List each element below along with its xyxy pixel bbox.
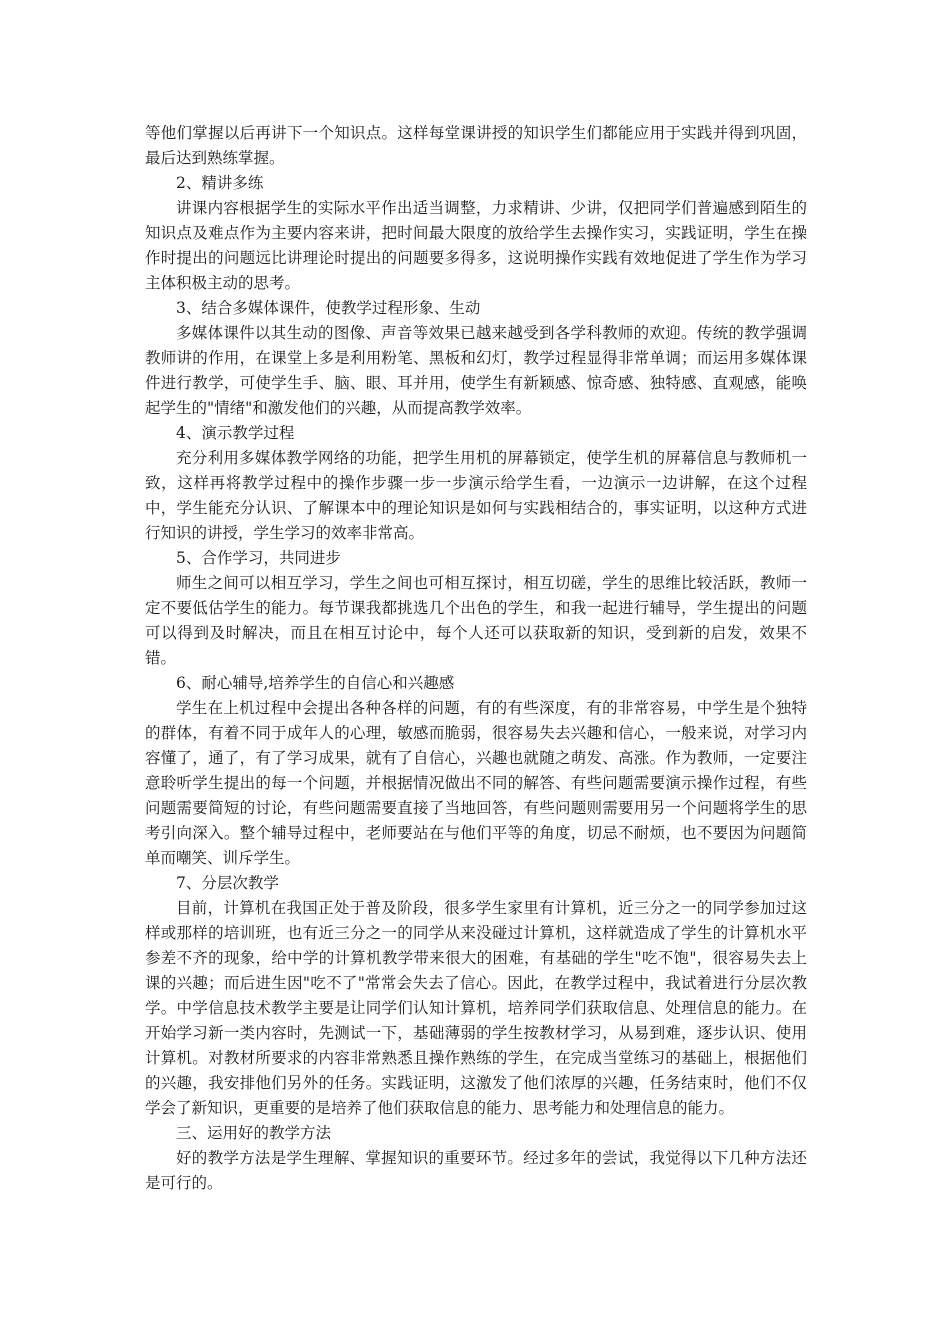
section-heading-2: 2、精讲多练 xyxy=(176,174,264,192)
paragraph-patient-guidance: 学生在上机过程中会提出各种各样的问题，有的有些深度，有的非常容易，中学生是个独特的群体，有着不同于成年人的心理，敏感而脆弱，很容易失去兴趣和信心，一般来说，对学习内容懂了，通了，有了学习成果，就有了自信心，兴趣也就随之萌发、高涨。作为教师，一定要注意聆听学生提出的每一个问题，并根据情况做出不同的解答、有些问题需要演示操作过程，有些问题需要简短的讨论，有些问题需要直接了当地回答，有些问题则需要用另一个问题将学生的思考引向深入。整个辅导过程中，老师要站在与他们平等的角度，切忌不耐烦，也不要因为问题简单而嘲笑、训斥学生。 xyxy=(145,699,807,867)
section-heading-7: 7、分层次教学 xyxy=(176,874,279,892)
paragraph-cooperation: 师生之间可以相互学习，学生之间也可相互探讨，相互切磋，学生的思维比较活跃，教师一定不要低估学生的能力。每节课我都挑选几个出色的学生，和我一起进行辅导，学生提出的问题可以得到及时解决，而且在相互讨论中，每个人还可以获取新的知识，受到新的启发，效果不错。 xyxy=(145,574,807,667)
paragraph-teaching-methods: 好的教学方法是学生理解、掌握知识的重要环节。经过多年的尝试，我觉得以下几种方法还是可行的。 xyxy=(145,1149,807,1192)
section-heading-3: 3、结合多媒体课件，使教学过程形象、生动 xyxy=(176,299,481,317)
paragraph-multimedia: 多媒体课件以其生动的图像、声音等效果已越来越受到各学科教师的欢迎。传统的教学强调教师讲的作用，在课堂上多是利用粉笔、黑板和幻灯，教学过程显得非常单调；而运用多媒体课件进行教学，可使学生手、脑、眼、耳并用，使学生有新颖感、惊奇感、独特感、直观感，能唤起学生的"情绪"和激发他们的兴趣，从而提高教学效率。 xyxy=(145,324,807,417)
section-heading-6: 6、耐心辅导,培养学生的自信心和兴趣感 xyxy=(176,674,455,692)
section-heading-4: 4、演示教学过程 xyxy=(176,424,295,442)
paragraph-intensive-teaching: 讲课内容根据学生的实际水平作出适当调整，力求精讲、少讲，仅把同学们普遍感到陌生的知识点及难点作为主要内容来讲，把时间最大限度的放给学生去操作实习，实践证明，学生在操作时提出的问题远比讲理论时提出的问题要多得多，这说明操作实践有效地促进了学生作为学习主体积极主动的思考。 xyxy=(145,199,807,292)
paragraph-tiered-teaching: 目前，计算机在我国正处于普及阶段，很多学生家里有计算机，近三分之一的同学参加过这样或那样的培训班，也有近三分之一的同学从来没碰过计算机，这样就造成了学生的计算机水平参差不齐的现象，给中学的计算机教学带来很大的困难，有基础的学生"吃不饱"，很容易失去上课的兴趣；而后进生因"吃不了"常常会失去了信心。因此，在教学过程中，我试着进行分层次教学。中学信息技术教学主要是让同学们认知计算机，培养同学们获取信息、处理信息的能力。在开始学习新一类内容时，先测试一下，基础薄弱的学生按教材学习，从易到难，逐步认识、使用计算机。对教材所要求的内容非常熟悉且操作熟练的学生，在完成当堂练习的基础上，根据他们的兴趣，我安排他们另外的任务。实践证明，这激发了他们浓厚的兴趣，任务结束时，他们不仅学会了新知识，更重要的是培养了他们获取信息的能力、思考能力和处理信息的能力。 xyxy=(145,899,807,1117)
paragraph-demonstration: 充分利用多媒体教学网络的功能，把学生用机的屏幕锁定，使学生机的屏幕信息与教师机一致，这样再将教学过程中的操作步骤一步一步演示给学生看，一边演示一边讲解，在这个过程中，学生能充分认识、了解课本中的理论知识是如何与实践相结合的，事实证明，以这种方式进行知识的讲授，学生学习的效率非常高。 xyxy=(145,449,807,542)
section-heading-part-3: 三、运用好的教学方法 xyxy=(176,1124,332,1142)
section-heading-5: 5、合作学习，共同进步 xyxy=(176,549,341,567)
paragraph-continuation: 等他们掌握以后再讲下一个知识点。这样每堂课讲授的知识学生们都能应用于实践并得到巩固，最后达到熟练掌握。 xyxy=(145,124,807,167)
document-body xyxy=(145,121,807,1196)
